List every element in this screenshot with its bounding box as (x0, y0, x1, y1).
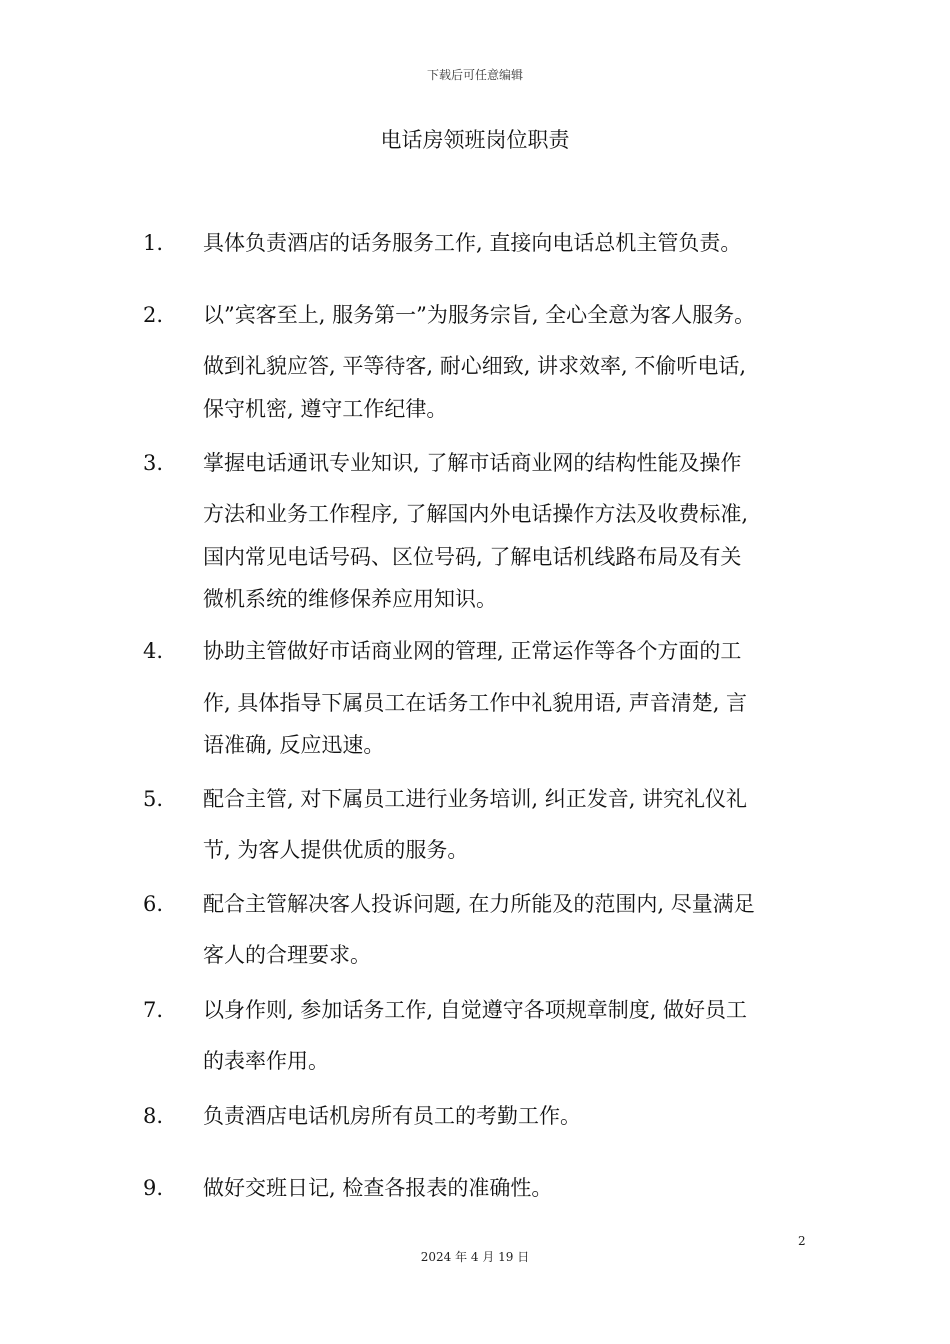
item-number: 7. (143, 998, 164, 1022)
item-number: 5. (143, 787, 164, 811)
item-line: 以身作则, 参加话务工作, 自觉遵守各项规章制度, 做好员工 (203, 998, 748, 1022)
footer-date: 2024 年 4 月 19 日 (420, 1250, 530, 1264)
document-title: 电话房领班岗位职责 (380, 128, 570, 152)
item-number: 8. (143, 1104, 164, 1128)
item-line: 做好交班日记, 检查各报表的准确性。 (203, 1176, 553, 1200)
item-number: 6. (143, 892, 164, 916)
item-line: 做到礼貌应答, 平等待客, 耐心细致, 讲求效率, 不偷听电话, (203, 354, 747, 378)
item-line: 配合主管解决客人投诉问题, 在力所能及的范围内, 尽量满足 (203, 892, 755, 916)
item-line: 掌握电话通讯专业知识, 了解市话商业网的结构性能及操作 (203, 451, 742, 475)
item-line: 协助主管做好市话商业网的管理, 正常运作等各个方面的工 (203, 639, 742, 663)
item-number: 2. (143, 303, 164, 327)
item-number: 3. (143, 451, 164, 475)
item-line: 国内常见电话号码、区位号码, 了解电话机线路布局及有关 (203, 545, 742, 569)
item-line: 的表率作用。 (203, 1049, 329, 1073)
item-line: 作, 具体指导下属员工在话务工作中礼貌用语, 声音清楚, 言 (203, 691, 748, 715)
header-note: 下载后可任意编辑 (426, 68, 523, 82)
item-line: 节, 为客人提供优质的服务。 (203, 838, 469, 862)
item-line: 具体负责酒店的话务服务工作, 直接向电话总机主管负责。 (203, 231, 742, 255)
item-line: 语准确, 反应迅速。 (203, 733, 385, 757)
item-number: 1. (143, 231, 164, 255)
item-line: 微机系统的维修保养应用知识。 (203, 587, 497, 611)
item-line: 负责酒店电话机房所有员工的考勤工作。 (203, 1104, 581, 1128)
item-line: 保守机密, 遵守工作纪律。 (203, 397, 448, 421)
item-line: 配合主管, 对下属员工进行业务培训, 纠正发音, 讲究礼仪礼 (203, 787, 748, 811)
item-number: 9. (143, 1176, 164, 1200)
item-line: 客人的合理要求。 (203, 943, 371, 967)
item-line: 方法和业务工作程序, 了解国内外电话操作方法及收费标准, (203, 502, 749, 526)
item-number: 4. (143, 639, 164, 663)
item-line: 以”宾客至上, 服务第一”为服务宗旨, 全心全意为客人服务。 (203, 303, 756, 327)
page-number: 2 (798, 1234, 806, 1248)
